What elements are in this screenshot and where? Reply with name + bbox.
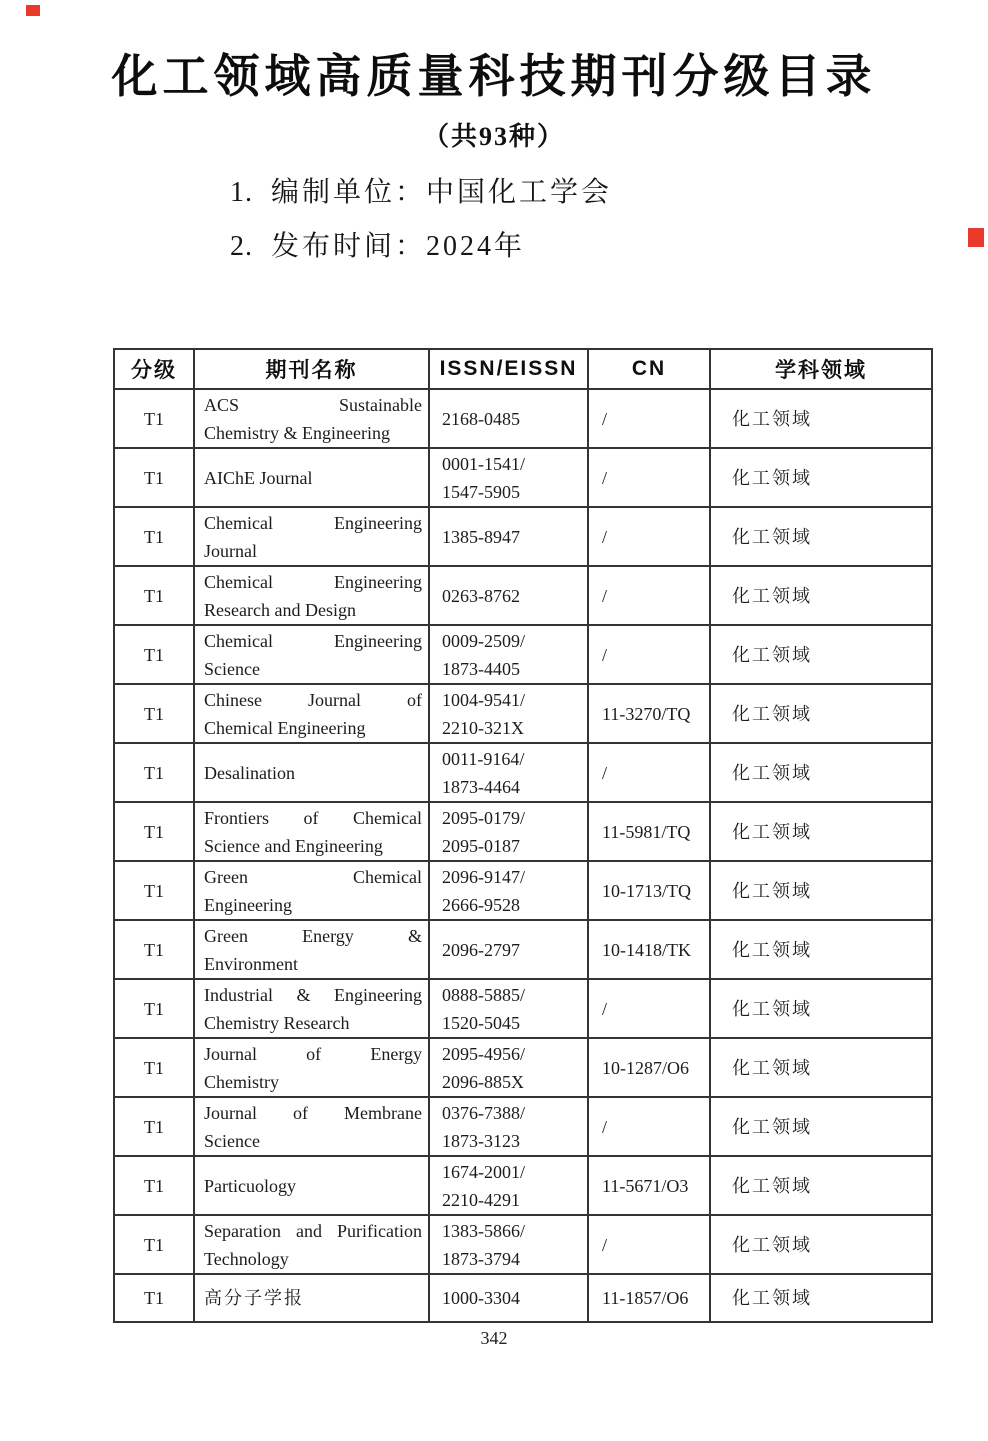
journal-cell: 高分子学报 (194, 1274, 429, 1322)
cn-cell: 10-1287/O6 (588, 1038, 710, 1097)
level-cell: T1 (114, 861, 194, 920)
issn-cell: 2096-9147/ 2666-9528 (429, 861, 588, 920)
cn-cell: 11-5671/O3 (588, 1156, 710, 1215)
level-cell: T1 (114, 389, 194, 448)
cn-cell: / (588, 507, 710, 566)
field-cell: 化工领域 (710, 566, 932, 625)
cn-cell: / (588, 979, 710, 1038)
table-row (114, 1156, 932, 1215)
table-row (114, 448, 932, 507)
journal-cell: Frontiers of Chemical Science and Engineering (194, 802, 429, 861)
cn-cell: 11-5981/TQ (588, 802, 710, 861)
level-cell: T1 (114, 802, 194, 861)
issn-cell: 1385-8947 (429, 507, 588, 566)
field-cell: 化工领域 (710, 743, 932, 802)
journal-cell: Journal of Membrane Science (194, 1097, 429, 1156)
field-cell: 化工领域 (710, 861, 932, 920)
level-cell: T1 (114, 920, 194, 979)
cn-cell: 11-3270/TQ (588, 684, 710, 743)
issn-cell: 1004-9541/ 2210-321X (429, 684, 588, 743)
field-cell: 化工领域 (710, 1038, 932, 1097)
page-title: 化工领域高质量科技期刊分级目录 (111, 51, 877, 102)
field-cell: 化工领域 (710, 625, 932, 684)
level-cell: T1 (114, 1156, 194, 1215)
issn-cell: 0263-8762 (429, 566, 588, 625)
table-row (114, 802, 932, 861)
issn-cell: 1000-3304 (429, 1274, 588, 1322)
level-cell: T1 (114, 448, 194, 507)
journal-cell: Desalination (194, 743, 429, 802)
journal-cell: Separation and Purification Technology (194, 1215, 429, 1274)
col-header-journal-name: 期刊名称 (194, 349, 429, 389)
level-cell: T1 (114, 743, 194, 802)
level-cell: T1 (114, 507, 194, 566)
field-cell: 化工领域 (710, 1215, 932, 1274)
cn-cell: / (588, 1215, 710, 1274)
journal-classification-table (113, 348, 933, 1323)
journal-cell: Particuology (194, 1156, 429, 1215)
journal-cell: Journal of Energy Chemistry (194, 1038, 429, 1097)
table-row (114, 1215, 932, 1274)
level-cell: T1 (114, 625, 194, 684)
table-row (114, 1097, 932, 1156)
level-cell: T1 (114, 1038, 194, 1097)
level-cell: T1 (114, 1274, 194, 1322)
table-row (114, 979, 932, 1038)
red-artifact-mark-top-left (26, 5, 40, 16)
col-header-issn: ISSN/EISSN (429, 349, 588, 389)
field-cell: 化工领域 (710, 920, 932, 979)
issn-cell: 2095-4956/ 2096-885X (429, 1038, 588, 1097)
table-row (114, 743, 932, 802)
note-number: 2. (230, 231, 253, 262)
journal-cell: Industrial & Engineering Chemistry Research (194, 979, 429, 1038)
cn-cell: / (588, 1097, 710, 1156)
journal-cell: ACS Sustainable Chemistry & Engineering (194, 389, 429, 448)
col-header-cn: CN (588, 349, 710, 389)
field-cell: 化工领域 (710, 507, 932, 566)
issn-cell: 1674-2001/ 2210-4291 (429, 1156, 588, 1215)
level-cell: T1 (114, 1215, 194, 1274)
table-row (114, 389, 932, 448)
table-row (114, 566, 932, 625)
note-line-publish-date (230, 224, 525, 264)
cn-cell: / (588, 743, 710, 802)
level-cell: T1 (114, 684, 194, 743)
issn-cell: 2168-0485 (429, 389, 588, 448)
cn-cell: / (588, 625, 710, 684)
journal-cell: Chemical Engineering Research and Design (194, 566, 429, 625)
level-cell: T1 (114, 566, 194, 625)
col-header-level: 分级 (114, 349, 194, 389)
cn-cell: 10-1713/TQ (588, 861, 710, 920)
issn-cell: 2096-2797 (429, 920, 588, 979)
journal-table-body (114, 389, 932, 1322)
cn-cell: 11-1857/O6 (588, 1274, 710, 1322)
field-cell: 化工领域 (710, 1274, 932, 1322)
field-cell: 化工领域 (710, 802, 932, 861)
cn-cell: 10-1418/TK (588, 920, 710, 979)
journal-cell: Green Chemical Engineering (194, 861, 429, 920)
note-text: 编制单位：中国化工学会 (271, 177, 613, 208)
issn-cell: 2095-0179/ 2095-0187 (429, 802, 588, 861)
note-text: 发布时间：2024年 (271, 231, 526, 262)
cn-cell: / (588, 389, 710, 448)
issn-cell: 0009-2509/ 1873-4405 (429, 625, 588, 684)
table-row (114, 1038, 932, 1097)
field-cell: 化工领域 (710, 389, 932, 448)
note-line-compiler (230, 170, 612, 210)
field-cell: 化工领域 (710, 448, 932, 507)
issn-cell: 0888-5885/ 1520-5045 (429, 979, 588, 1038)
journal-cell: Chemical Engineering Science (194, 625, 429, 684)
table-row (114, 507, 932, 566)
red-artifact-mark-right (968, 228, 984, 247)
cn-cell: / (588, 566, 710, 625)
page-subtitle: （共93种） (422, 122, 565, 151)
table-row (114, 1274, 932, 1322)
table-row (114, 861, 932, 920)
field-cell: 化工领域 (710, 979, 932, 1038)
issn-cell: 1383-5866/ 1873-3794 (429, 1215, 588, 1274)
journal-cell: Chinese Journal of Chemical Engineering (194, 684, 429, 743)
page-number: 342 (480, 1328, 508, 1348)
field-cell: 化工领域 (710, 684, 932, 743)
table-row (114, 625, 932, 684)
field-cell: 化工领域 (710, 1097, 932, 1156)
journal-cell: AIChE Journal (194, 448, 429, 507)
level-cell: T1 (114, 979, 194, 1038)
note-number: 1. (230, 177, 253, 208)
table-row (114, 920, 932, 979)
field-cell: 化工领域 (710, 1156, 932, 1215)
journal-cell: Green Energy & Environment (194, 920, 429, 979)
issn-cell: 0001-1541/ 1547-5905 (429, 448, 588, 507)
issn-cell: 0376-7388/ 1873-3123 (429, 1097, 588, 1156)
cn-cell: / (588, 448, 710, 507)
issn-cell: 0011-9164/ 1873-4464 (429, 743, 588, 802)
table-header-row (114, 349, 932, 389)
col-header-subject-field: 学科领域 (710, 349, 932, 389)
journal-cell: Chemical Engineering Journal (194, 507, 429, 566)
level-cell: T1 (114, 1097, 194, 1156)
table-row (114, 684, 932, 743)
